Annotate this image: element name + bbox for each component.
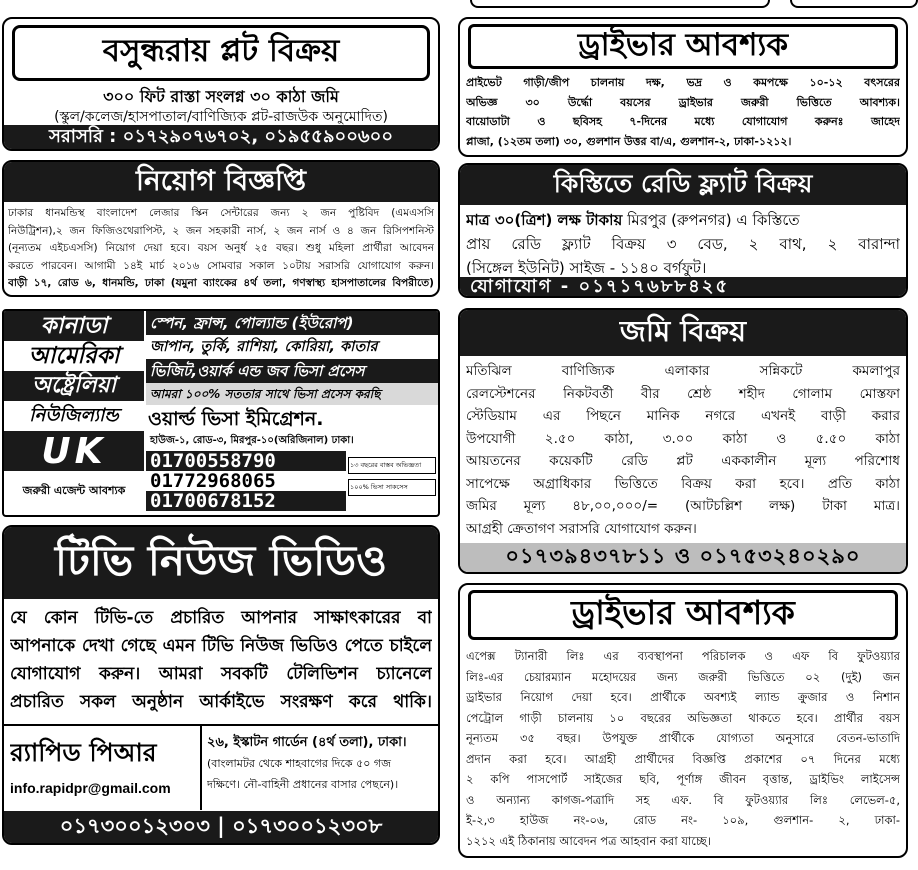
visa-asia: জাপান, তুর্কি, রাশিয়া, কোরিয়া, কাতার <box>150 339 378 355</box>
flat-sale-line2: প্রায় রেডি ফ্ল্যাট বিক্রয় ৩ বেড, ২ বাথ, ২ বারান্দা <box>466 235 900 253</box>
tv-news-line: যোগাযোগ করুন। আমরা সবকটি টেলিভিশন চ্যানেলে <box>10 664 432 684</box>
tv-news-address-line: (বাংলামটর থেকে শাহবাগের দিকে ৫০ গজ <box>207 757 391 770</box>
tv-news-email: info.rapidpr@gmail.com <box>10 780 171 796</box>
recruitment-title: নিয়োগ বিজ্ঞপ্তি <box>135 163 307 197</box>
visa-details <box>146 311 438 515</box>
visa-ad <box>2 309 440 517</box>
driver-ad-2-line: ড্রাইভার নিয়োগ দেয়া হবে। প্রার্থীকে অবশ্যই ল্যান্ড ক্রুজার ও নিশান <box>466 690 900 704</box>
flat-sale-price: মাত্র ৩০(ত্রিশ) লক্ষ টাকায় <box>466 211 623 229</box>
driver-ad-2-title-box <box>468 590 898 640</box>
visa-country: আমেরিকা <box>28 342 120 369</box>
driver-ad-1 <box>458 17 908 157</box>
tv-news-ad <box>2 525 440 845</box>
driver-ad-2-line: এপেক্স ট্যানারী লিঃ এর ব্যবস্থাপনা পরিচালক ও এফ বি ফুটওয়্যার <box>466 649 900 663</box>
plot-sale-line1: ৩০০ ফিট রাস্তা সংলগ্ন ৩০ কাঠা জমি <box>103 87 339 106</box>
driver-ad-2-line: ১২১২ এই ঠিকানায় আবেদন পত্র আহবান করা যাচ্ছে। <box>466 833 711 848</box>
land-sale-ad <box>458 308 908 574</box>
visa-process: ভিজিট,ওয়ার্ক এন্ড জব ভিসা প্রসেস <box>146 359 438 383</box>
flat-sale-contact: যোগাযোগ - ০১৭১৭৬৮৮৪২৫ <box>460 277 906 296</box>
driver-ad-2-line: ই-২,৩ হাউজ নং-০৬, রোড নং- ১০৯, গুলশান- ২, ঢাকা- <box>466 813 900 827</box>
driver-ad-2-line: লিঃ-এর চেয়ারম্যান মহোদয়ের জন্য জরুরী ভিত্তিতে ০২ (দুই) জন <box>466 669 900 684</box>
tv-news-divider <box>4 724 438 726</box>
flat-sale-title-bar <box>460 165 906 205</box>
driver-ad-1-title-box <box>468 24 898 69</box>
flat-sale-ad <box>458 163 908 298</box>
tv-news-line: যে কোন টিভি-তে প্রচারিত আপনার সাক্ষাৎকারের বা <box>10 608 432 628</box>
driver-ad-2 <box>458 583 908 858</box>
driver-ad-2-line: পেট্রোল গাড়ী চালনায় ১০ বছরের অভিজ্ঞতা থাকতে হবে। প্রার্থীর বয়স <box>466 710 900 725</box>
visa-badge-experience: ১৩ বছরের বাস্তব অভিজ্ঞতা <box>348 457 436 474</box>
tv-news-body <box>10 604 432 716</box>
tv-news-line: আপনাকে দেখা গেছে এমন টিভি নিউজ ভিডিও পেতে চাইলে <box>10 636 432 656</box>
driver-ad-2-body <box>466 646 900 851</box>
land-sale-line: রেলস্টেশনের নিকটবর্তী বীর শ্রেষ্ঠ শহীদ গোলাম মোস্তফা <box>466 385 900 402</box>
recruitment-title-bar <box>4 162 438 202</box>
land-sale-line: উপযোগী ২.৫০ কাঠা, ৩.০০ কাঠা ও ৫.৫০ কাঠা <box>466 430 900 447</box>
recruitment-ad <box>2 160 440 297</box>
driver-ad-2-line: ২ কপি পাসপোর্ট সাইজের ছবি, পূর্ণাঙ্গ জীবন বৃত্তান্ত, ড্রাইভিং লাইসেন্স <box>466 772 900 786</box>
driver-ad-1-line: অভিজ্ঞ ৩০ উর্দ্ধো বয়সের ড্রাইভার জরুরী ভিত্তিতে আবশ্যক। <box>466 95 900 109</box>
plot-sale-title: বসুন্ধরায় প্লট বিক্রয় <box>102 33 340 69</box>
tv-news-title: টিভি নিউজ ভিডিও <box>55 535 387 585</box>
tv-news-line: প্রচারিত সকল অনুষ্ঠান আর্কাইভে সংরক্ষণ করে থাকি। <box>10 692 432 712</box>
land-sale-line: আগ্রহী ক্রেতাগণ সরাসরি যোগাযোগ করুন। <box>466 520 697 537</box>
land-sale-line: জমির মূল্য ৪৮,০০,০০০/= (আটচল্লিশ লক্ষ) টাকা মাত্র। <box>466 498 900 514</box>
plot-sale-contact: সরাসরি : ০১৭২৯০৭৬৭০২, ০১৯৫৫৯০০৬০০ <box>4 125 438 149</box>
tv-news-address-line: ২৬, ইস্কাটন গার্ডেন (৪র্থ তলা), ঢাকা। <box>207 735 407 750</box>
land-sale-line: সাপেক্ষে অগ্রাধিকার ভিত্তিতে বিক্রয় করা হবে। প্রতি কাঠা <box>466 475 900 492</box>
visa-badge-success: ১০০% ভিসা সাকসেস <box>348 479 436 496</box>
visa-address: হাউজ-১, রোড-৩, মিরপুর-১০(অরিজিনাল) ঢাকা। <box>150 435 354 446</box>
visa-phone: 01700558790 <box>146 451 346 471</box>
previous-ad-edge <box>790 0 918 8</box>
driver-ad-1-line: প্রাইভেট গাড়ী/জীপ চালনায় দক্ষ, ভদ্র ও কমপক্ষে ১০-১২ বৎসরের <box>466 76 900 89</box>
plot-sale-ad <box>2 17 440 151</box>
visa-country: অষ্ট্রেলিয়া <box>4 371 144 401</box>
driver-ad-1-line: বায়োডাটা ও ছবিসহ ৭-দিনের মধ্যে যোগাযোগ করুনঃ জাহেদ <box>466 115 900 128</box>
visa-phone: 01700678152 <box>146 491 346 511</box>
land-sale-title-bar <box>460 310 906 356</box>
visa-company: ওয়ার্ল্ড ভিসা ইমিগ্রেশন. <box>148 408 324 430</box>
land-sale-phones: ০১৭৩৯৪৩৭৮১১ ও ০১৭৫৩২৪০২৯০ <box>460 543 906 572</box>
land-sale-title: জমি বিক্রয় <box>619 313 747 348</box>
driver-ad-1-title: ড্রাইভার আবশ্যক <box>577 26 789 63</box>
flat-sale-location: মিরপুর (রুপনগর) এ কিস্তিতে <box>622 211 800 229</box>
visa-countries <box>4 311 144 515</box>
recruitment-line: ঢাকার ধানমন্ডিস্থ বাংলাদেশ লেজার স্কিন সেন্টারের জন্য ২ জন পুষ্টিবিদ (এমএসসি <box>8 207 434 219</box>
visa-country: নিউজিল্যান্ড <box>29 404 119 426</box>
tv-news-address-line: দক্ষিণে। নৌ-বাহিনী প্রধানের বাসার পেছনে)। <box>207 778 399 791</box>
driver-ad-2-line: ও অন্যান্য কাগজ-পত্রাদি সহ এফ. বি ফুটওয়্যার লিঃ লেভেল-৫, <box>466 792 900 807</box>
recruitment-line: (নূন্যতম এইচএসসি) নিয়োগ দেয়া হবে। বয়স অনুর্ধ ২৫ বছর। শুধু মহিলা প্রার্থীরা আবেদন <box>8 242 434 254</box>
tv-news-address <box>207 732 435 795</box>
visa-agent-note: জরুরী এজেন্ট আবশ্যক <box>22 483 126 497</box>
recruitment-line: করতে পারবেন। আগামী ১৪ই মার্চ ২০১৬ সোমবার সকাল ১০টায় সরাসরি যোগাযোগ করুন। <box>8 259 434 272</box>
driver-ad-1-body <box>466 73 900 151</box>
visa-phones <box>146 451 346 511</box>
tv-news-brand: র‌্যাপিড পিআর <box>10 738 157 767</box>
flat-sale-line3: (সিঙ্গেল ইউনিট) সাইজ - ১১৪০ বর্গফুট। <box>466 259 707 277</box>
flat-sale-body <box>466 208 900 280</box>
flat-sale-line1 <box>466 208 900 232</box>
tv-news-phones: ০১৭৩০০১২৩০৩ | ০১৭৩০০১২৩০৮ <box>4 811 438 843</box>
driver-ad-2-line: নূন্যতম ৩৫ বছর। উপযুক্ত প্রার্থীকে যোগ্যতা অনুসারে বেতন-ভাতাদি <box>466 731 900 745</box>
driver-ad-1-line: প্লাজা, (১২তম তলা) ৩০, গুলশান উত্তর বা/এ, গুলশান-২, ঢাকা-১২১২। <box>466 134 792 148</box>
land-sale-line: আয়তনের কয়েকটি রেডি প্লট এককালীন মূল্য পরিশোধ <box>466 453 900 469</box>
visa-honesty: আমরা ১০০% সততার সাথে ভিসা প্রসেস করছি <box>146 383 438 405</box>
land-sale-line: মতিঝিল বাণিজ্যিক এলাকার সন্নিকটে কমলাপুর <box>466 363 900 379</box>
recruitment-line: বাড়ী ১৭, রোড ৬, ধানমন্ডি, ঢাকা (যমুনা ব্যাংকের ৪র্থ তলা, গণস্বাস্থ্য হাসপাতালের বিপরীতে) <box>8 277 434 289</box>
flat-sale-title: কিস্তিতে রেডি ফ্ল্যাট বিক্রয় <box>553 168 813 198</box>
land-sale-line: স্টেডিয়াম এর পিছনে মানিক নগরে এখনই বাড়ী করার <box>466 408 900 424</box>
tv-news-title-bar <box>4 527 438 599</box>
visa-phone: 01772968065 <box>150 471 276 491</box>
recruitment-line: নিউট্রিশন),২ জন ফিজিওথেরাপিস্ট, ২ জন সহকারী নার্স, ২ জন নার্স ও ৪ জন রিসিপশনিস্ট <box>8 224 434 237</box>
previous-ad-edge <box>470 0 770 8</box>
plot-sale-line2: (স্কুল/কলেজ/হাসপাতাল/বাণিজ্যিক প্লট-রাজউক অনুমোদিত) <box>54 109 388 125</box>
recruitment-body <box>8 205 434 293</box>
visa-europe: স্পেন, ফ্রান্স, পোল্যান্ড (ইউরোপ) <box>146 311 438 335</box>
visa-country: UK <box>4 431 144 471</box>
visa-country: কানাডা <box>4 311 144 341</box>
driver-ad-2-line: প্রদান করা হবে। আগ্রহী প্রার্থীদের বিজ্ঞপ্তি প্রকাশের ০৭ দিনের মধ্যে <box>466 751 900 766</box>
plot-sale-title-box <box>12 25 430 81</box>
tv-news-vdivider <box>200 726 202 810</box>
driver-ad-2-title: ড্রাইভার আবশ্যক <box>571 593 795 632</box>
land-sale-body <box>466 360 900 540</box>
